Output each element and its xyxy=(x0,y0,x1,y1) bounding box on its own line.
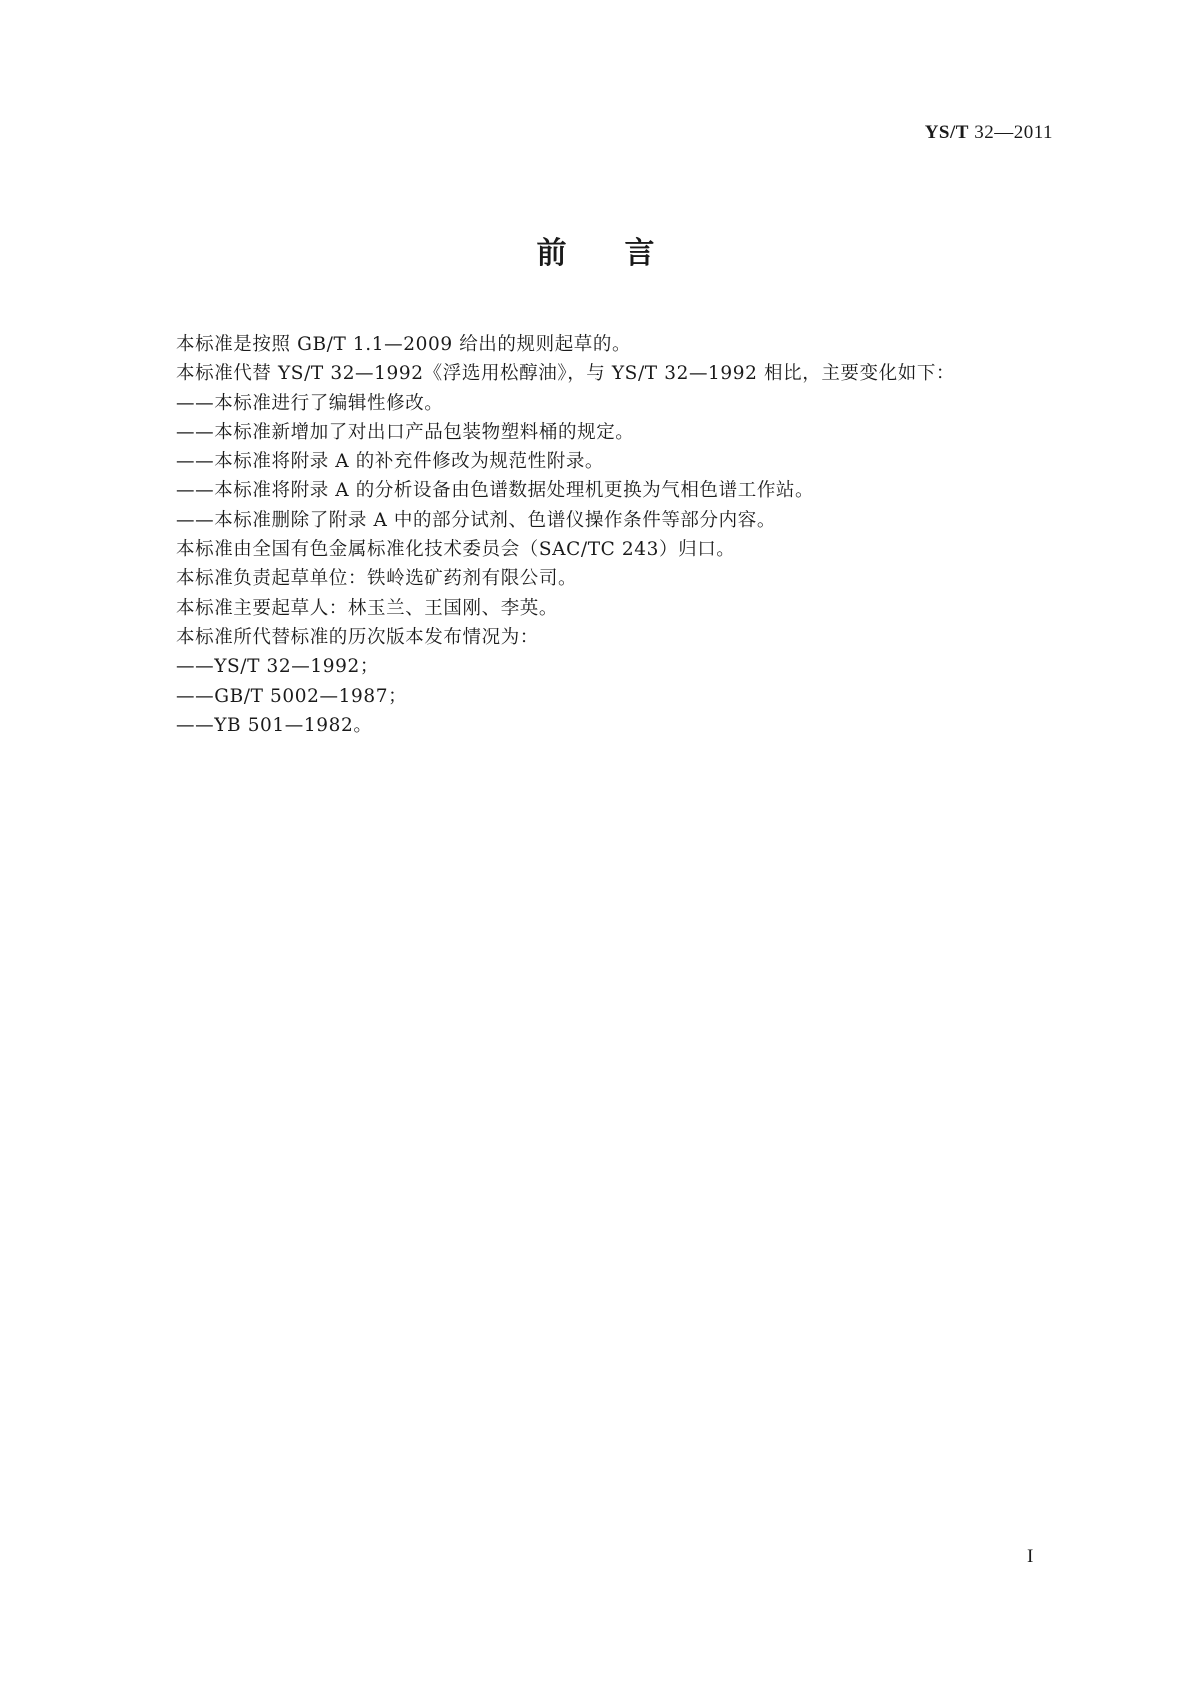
superseded-version-item: ——YS/T 32—1992； xyxy=(176,656,379,678)
foreword-line: 本标准主要起草人：林玉兰、王国刚、李英。 xyxy=(176,597,559,619)
standard-code-number: 32—2011 xyxy=(974,122,1053,143)
standard-code-prefix: YS/T xyxy=(924,122,969,143)
page-title: 前言 xyxy=(536,236,713,271)
foreword-line: 本标准负责起草单位：铁岭选矿药剂有限公司。 xyxy=(176,568,578,590)
foreword-line: 本标准由全国有色金属标准化技术委员会（SAC/TC 243）归口。 xyxy=(176,539,736,561)
foreword-line: 本标准是按照 GB/T 1.1—2009 给出的规则起草的。 xyxy=(176,334,632,355)
foreword-line: 本标准代替 YS/T 32—1992《浮选用松醇油》，与 YS/T 32—1992 相比，主要变化如下： xyxy=(176,363,956,385)
foreword-body xyxy=(176,330,1056,740)
page-number: I xyxy=(1027,1546,1034,1567)
superseded-version-item: ——YB 501—1982。 xyxy=(176,714,373,736)
change-item: ——本标准新增加了对出口产品包装物塑料桶的规定。 xyxy=(176,421,635,443)
standard-code xyxy=(925,122,1053,144)
foreword-line: 本标准所代替标准的历次版本发布情况为： xyxy=(176,626,539,648)
change-item: ——本标准删除了附录 A 中的部分试剂、色谱仪操作条件等部分内容。 xyxy=(176,509,776,531)
superseded-version-item: ——GB/T 5002—1987； xyxy=(176,685,408,707)
change-item: ——本标准将附录 A 的分析设备由色谱数据处理机更换为气相色谱工作站。 xyxy=(176,480,815,502)
change-item: ——本标准将附录 A 的补充件修改为规范性附录。 xyxy=(176,451,605,473)
change-item: ——本标准进行了编辑性修改。 xyxy=(176,392,444,414)
